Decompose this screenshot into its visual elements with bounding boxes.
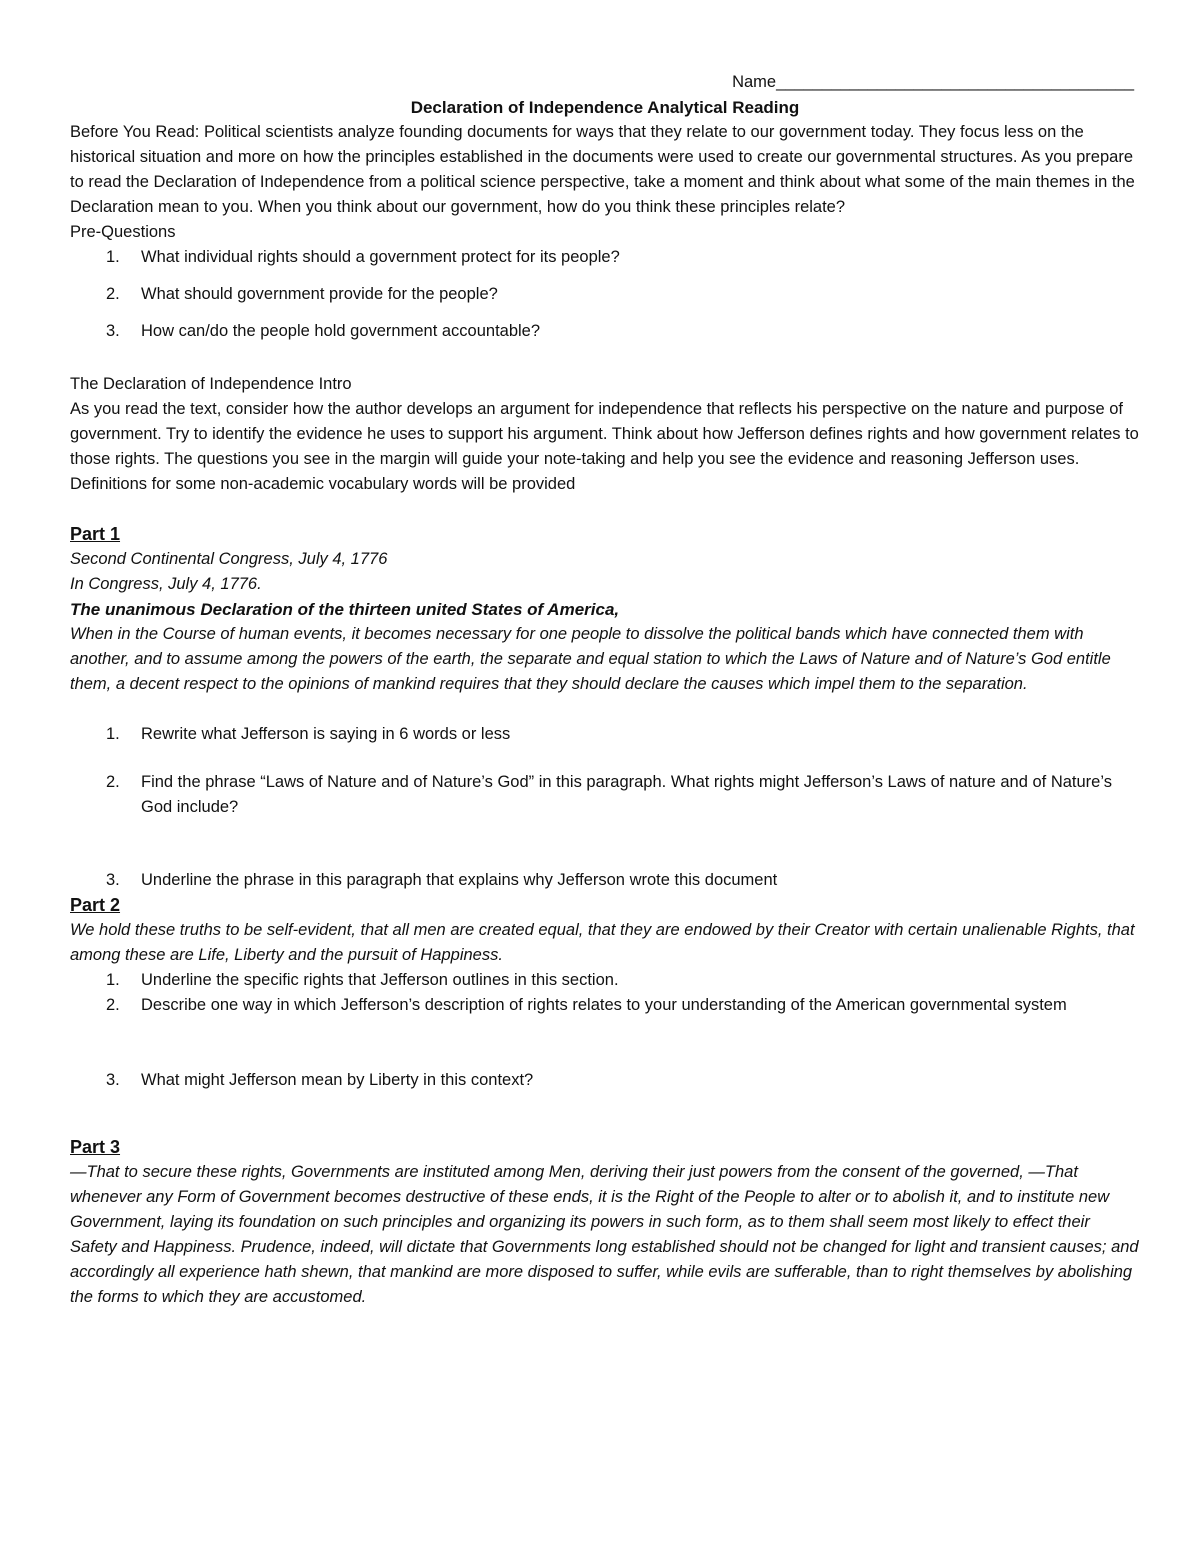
item-number: 1. xyxy=(106,248,120,266)
item-number: 1. xyxy=(106,725,120,743)
item-number: 1. xyxy=(106,971,120,989)
list-item xyxy=(70,722,1140,747)
part1-heading: Part 1 xyxy=(70,524,121,544)
list-item xyxy=(70,770,1140,820)
worksheet-page xyxy=(70,70,1140,1310)
before-you-read-text: Before You Read: Political scientists analyze founding documents for ways that they relate to our government today. They focus less on the historical situation and more on how the principles established in the documents were used to create our governmental structures. As you prepare to read the Declaration of Independence from a political science perspective, take a moment and think about what some of the main themes in the Declaration mean to you. When you think about our government, how do you think these principles relate? xyxy=(70,123,1135,216)
item-number: 2. xyxy=(106,773,120,791)
pre-questions-list xyxy=(70,245,1140,344)
list-item xyxy=(70,282,1140,307)
list-item xyxy=(70,968,1140,993)
part1-line2: In Congress, July 4, 1776. xyxy=(70,575,262,593)
list-item xyxy=(70,245,1140,270)
item-text: Find the phrase “Laws of Nature and of Nature’s God” in this paragraph. What rights might Jefferson’s Laws of nature and of Nature’s God include? xyxy=(141,773,1112,816)
item-text: Underline the phrase in this paragraph that explains why Jefferson wrote this document xyxy=(141,871,778,889)
intro-heading: The Declaration of Independence Intro xyxy=(70,375,352,393)
list-item xyxy=(70,868,1140,893)
part2-questions xyxy=(70,968,1140,1093)
item-text: Underline the specific rights that Jefferson outlines in this section. xyxy=(141,971,619,989)
list-item xyxy=(70,319,1140,344)
part2-passage: We hold these truths to be self-evident, that all men are created equal, that they are endowed by their Creator with certain unalienable Rights, that among these are Life, Liberty and the pursuit of Happiness. xyxy=(70,921,1135,964)
page-title: Declaration of Independence Analytical Reading xyxy=(410,98,800,117)
item-number: 2. xyxy=(106,996,120,1014)
item-number: 3. xyxy=(106,322,120,340)
item-number: 3. xyxy=(106,1071,120,1089)
part1-line1: Second Continental Congress, July 4, 1776 xyxy=(70,550,388,568)
item-text: Describe one way in which Jefferson’s description of rights relates to your understanding of the American governmental system xyxy=(141,996,1067,1014)
name-field-label: Name_______________________________________ xyxy=(732,73,1134,91)
list-item xyxy=(70,1068,1140,1093)
intro-text: As you read the text, consider how the author develops an argument for independence that reflects his perspective on the nature and purpose of government. Try to identify the evidence he uses to support his argument. Think about how Jefferson defines rights and how government relates to those rights. The questions you see in the margin will guide your note-taking and help you see the evidence and reasoning Jefferson uses. Definitions for some non-academic vocabulary words will be provided xyxy=(70,400,1139,493)
item-text: How can/do the people hold government accountable? xyxy=(141,322,541,340)
part1-questions xyxy=(70,722,1140,893)
part3-heading: Part 3 xyxy=(70,1137,121,1157)
part2-heading: Part 2 xyxy=(70,895,121,915)
item-text: What individual rights should a government protect for its people? xyxy=(141,248,620,266)
item-text: Rewrite what Jefferson is saying in 6 words or less xyxy=(141,725,511,743)
list-item xyxy=(70,993,1140,1018)
item-number: 2. xyxy=(106,285,120,303)
pre-questions-label: Pre-Questions xyxy=(70,223,176,241)
part1-passage: When in the Course of human events, it becomes necessary for one people to dissolve the political bands which have connected them with another, and to assume among the powers of the earth, the separate and equal station to which the Laws of Nature and of Nature’s God entitle them, a decent respect to the opinions of mankind requires that they should declare the causes which impel them to the separation. xyxy=(70,625,1111,693)
part3-passage: —That to secure these rights, Governments are instituted among Men, deriving their just powers from the consent of the governed, —That whenever any Form of Government becomes destructive of these ends, it is the Right of the People to alter or to abolish it, and to institute new Government, laying its foundation on such principles and organizing its powers in such form, as to them shall seem most likely to effect their Safety and Happiness. Prudence, indeed, will dictate that Governments long established should not be changed for light and transient causes; and accordingly all experience hath shewn, that mankind are more disposed to suffer, while evils are sufferable, than to right themselves by abolishing the forms to which they are accustomed. xyxy=(70,1163,1139,1306)
item-text: What should government provide for the people? xyxy=(141,285,498,303)
declaration-title: The unanimous Declaration of the thirteen united States of America, xyxy=(70,600,620,619)
item-number: 3. xyxy=(106,871,120,889)
item-text: What might Jefferson mean by Liberty in this context? xyxy=(141,1071,534,1089)
